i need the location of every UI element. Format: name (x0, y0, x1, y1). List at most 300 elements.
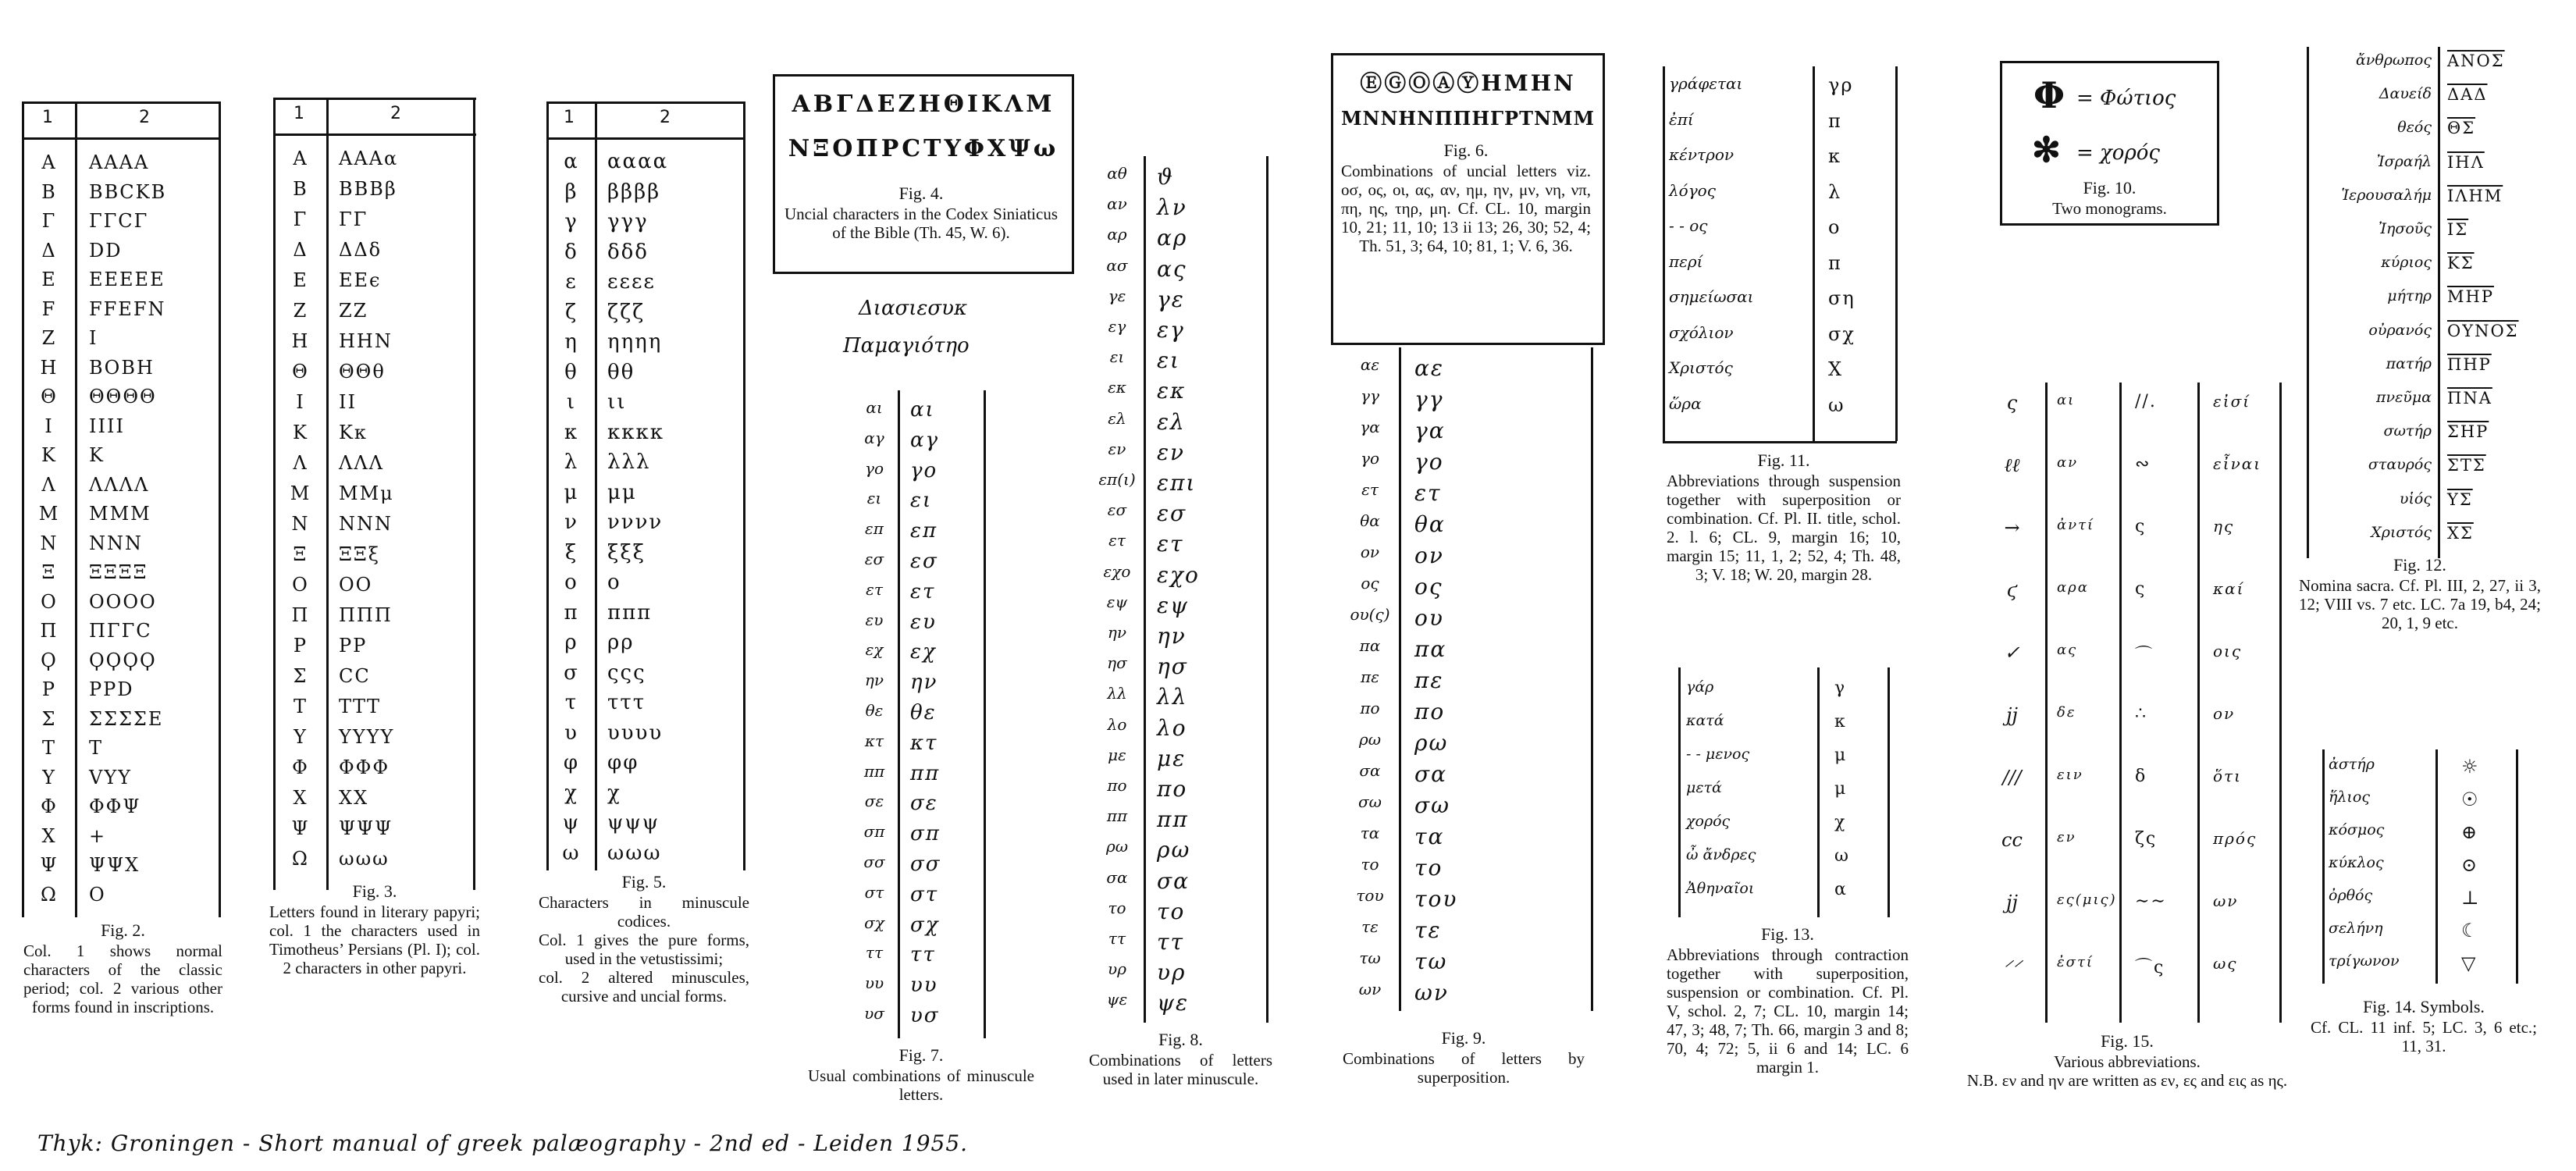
fig5-row-5-col-0: ζ (564, 300, 577, 324)
fig13-row-6-col-0: Ἀθηναῖοι (1686, 880, 1755, 897)
fig9-row-13-col-1: σα (1414, 761, 1448, 787)
fig11-row-4-col-0: - - ος (1669, 216, 1708, 235)
fig15-row-7-col-3: πρός (2213, 829, 2258, 848)
fig2-row-6-col-1: Ι (89, 327, 98, 349)
fig3-row-0-col-1: ΑΑΑα (339, 148, 399, 169)
fig3-row-20-col-0: Φ (292, 756, 308, 778)
fig11-row-0-col-1: γρ (1828, 74, 1854, 96)
fig11-row-8-col-1: Χ (1828, 358, 1844, 380)
fig9-row-18-col-0: τε (1361, 917, 1379, 936)
fig3-row-23-col-0: Ω (292, 848, 308, 870)
fig5-row-14-col-0: ο (564, 571, 577, 594)
fig2-row-19-col-1: ΣΣΣΣΕ (89, 707, 164, 730)
fig15-row-4-col-0: ✓ (2004, 642, 2020, 664)
fig15-row-2-col-2: ς (2135, 517, 2147, 536)
fig13-row-2-col-1: μ (1834, 746, 1848, 765)
fig9-row-16-col-1: το (1414, 855, 1443, 881)
fig7-row-14-col-0: σπ (863, 822, 885, 842)
fig8-label: Fig. 8. (1158, 1030, 1203, 1049)
fig9-row-20-col-1: ων (1414, 980, 1449, 1005)
fig14-row-6-col-1: ▽ (2461, 952, 2478, 974)
fig5-row-0-col-1: αααα (607, 150, 669, 173)
fig7-row-0-col-0: αι (866, 398, 883, 417)
fig2-row-10-col-1: Κ (89, 444, 105, 466)
fig8-row-0-col-1: ϑ (1157, 164, 1175, 190)
fig9-row-10-col-1: πε (1414, 667, 1444, 693)
fig11-row-1-col-1: π (1828, 109, 1842, 132)
fig7-row-10-col-0: θε (865, 701, 884, 720)
fig8-row-22-col-0: ρω (1105, 837, 1129, 856)
fig3-row-6-col-0: Η (291, 330, 308, 352)
fig11-row-6-col-1: ση (1828, 287, 1856, 309)
fig15-row-2-col-1: ἀντί (2057, 517, 2095, 533)
fig5-row-17-col-1: ςςς (607, 660, 646, 685)
fig13-row-1-col-1: κ (1834, 712, 1847, 731)
fig2-row-22-col-0: Φ (41, 795, 56, 817)
fig8-row-18-col-0: λο (1107, 714, 1127, 734)
fig5-label: Fig. 5. (621, 872, 667, 892)
fig5-row-9-col-0: κ (564, 420, 578, 444)
fig13-row-4-col-1: χ (1834, 813, 1847, 832)
fig15-row-9-col-1: ἐστί (2057, 954, 2094, 970)
fig2-row-15-col-1: ΟΟΟΟ (89, 590, 157, 613)
fig9-row-2-col-0: γα (1360, 418, 1380, 436)
fig6-box (1331, 53, 1605, 345)
fig9-row-3-col-1: γο (1414, 449, 1444, 475)
fig15-row-1-col-1: αν (2057, 454, 2079, 471)
fig2-row-9-col-1: ΙΙΙΙ (89, 415, 125, 437)
fig12-panel (2307, 47, 2549, 562)
fig9-row-8-col-0: ου(ς) (1350, 605, 1390, 624)
fig9-row-8-col-1: ου (1414, 605, 1444, 631)
fig3-row-9-col-1: Κκ (339, 422, 368, 443)
fig13-label: Fig. 13. (1761, 924, 1814, 944)
fig11-panel (1663, 66, 1912, 449)
fig2-row-0-col-1: ΑΑΑΑ (89, 151, 150, 173)
fig7-caption-block (808, 1046, 1034, 1104)
fig5-row-6-col-1: ηηηη (607, 330, 663, 354)
fig13-caption-block (1667, 925, 1909, 1077)
fig8-row-11-col-1: εσ (1157, 500, 1187, 527)
fig2-row-8-col-0: Θ (41, 386, 56, 408)
fig9-row-5-col-1: θα (1414, 511, 1446, 537)
fig8-row-14-col-0: εψ (1106, 592, 1128, 611)
fig5-row-10-col-0: λ (564, 450, 578, 474)
fig2-row-1-col-1: ΒΒCΚΒ (89, 180, 167, 203)
fig3-row-12-col-1: ΝΝΝ (339, 513, 393, 535)
fig15-row-8-col-3: ων (2213, 892, 2239, 910)
fig8-row-19-col-0: με (1108, 745, 1126, 764)
fig9-row-6-col-1: ον (1414, 543, 1444, 568)
fig7-row-18-col-0: ττ (865, 943, 884, 963)
fig8-row-2-col-1: αρ (1157, 225, 1188, 251)
fig5-row-8-col-0: ι (566, 390, 575, 414)
fig12-row-6-col-1: $\overline{K\Sigma}$ (2447, 254, 2475, 273)
fig3-row-17-col-1: CC (339, 665, 371, 687)
fig2-row-17-col-1: ϘϘϘϘ (89, 649, 157, 671)
fig15-row-9-col-0: ⸍⸍ (2002, 956, 2022, 978)
fig5-row-16-col-0: ρ (564, 631, 577, 654)
fig3-row-8-col-1: ΙΙ (339, 391, 357, 413)
fig8-row-13-col-0: εχο (1103, 561, 1131, 581)
fig2-row-13-col-1: ΝΝΝ (89, 532, 143, 554)
fig8-row-21-col-0: ππ (1106, 806, 1128, 826)
fig10-symbol2: ✻ (2032, 130, 2061, 170)
fig8-row-19-col-1: με (1157, 745, 1187, 771)
fig5-row-3-col-1: δδδ (607, 240, 649, 264)
fig5-row-6-col-0: η (564, 330, 577, 354)
fig3-row-15-col-1: ΠΠΠ (339, 604, 393, 626)
fig3-row-16-col-1: ΡΡ (339, 635, 368, 657)
fig6-line2: ΜΝΝΗΝΠΠΗΓΡΤΝΜΜ (1340, 107, 1596, 130)
fig8-row-9-col-0: εν (1108, 439, 1126, 458)
fig3-label: Fig. 3. (352, 881, 397, 901)
fig2-row-20-col-0: Τ (41, 737, 55, 759)
fig11-row-3-col-1: λ (1828, 180, 1842, 203)
fig11-row-0-col-0: γράφεται (1669, 74, 1743, 93)
fig2-caption-block (23, 921, 222, 1016)
fig10-text2: = χορός (2076, 141, 2160, 165)
fig15-row-6-col-0: /// (2002, 767, 2022, 788)
fig8-row-1-col-0: αν (1107, 194, 1127, 214)
fig5-row-11-col-0: μ (564, 480, 578, 504)
fig7-row-14-col-1: σπ (910, 822, 941, 846)
fig15-row-3-col-2: ς (2135, 579, 2147, 599)
fig14-row-4-col-0: ὀρθός (2329, 887, 2373, 904)
fig7-row-12-col-1: ππ (910, 761, 941, 785)
fig14-row-1-col-0: ἥλιος (2329, 788, 2370, 806)
fig12-row-7-col-1: $\overline{MHP}$ (2447, 287, 2494, 307)
fig5-row-23-col-1: ωωω (607, 841, 662, 865)
fig8-row-6-col-1: ει (1157, 347, 1181, 374)
fig15-row-6-col-3: ὅτι (2213, 767, 2242, 785)
fig3-row-18-col-0: Τ (293, 696, 306, 717)
fig4-line2: ΝΞΟΠΡϹΤΥΦΧΨω (788, 135, 1059, 162)
fig2-row-11-col-1: ΛΛΛΛ (89, 473, 150, 496)
fig5-row-16-col-1: ρρ (607, 631, 635, 654)
fig3-row-16-col-0: Ρ (293, 635, 307, 657)
fig12-row-8-col-1: ΟΥΝΟΣ (2447, 321, 2519, 340)
fig2-row-5-col-1: FFΕFN (89, 297, 166, 320)
fig9-row-12-col-1: ρω (1414, 730, 1449, 756)
fig2-row-3-col-1: DD (89, 239, 123, 262)
fig9-row-3-col-0: γο (1361, 449, 1379, 468)
fig7-row-13-col-0: σε (864, 792, 884, 811)
fig9-row-6-col-0: ον (1360, 543, 1380, 561)
fig8-row-26-col-1: υρ (1157, 959, 1187, 986)
fig3-row-6-col-1: ΗΗΝ (339, 330, 393, 352)
fig8-row-10-col-0: επ(ι) (1098, 470, 1136, 489)
fig2-row-9-col-0: Ι (44, 415, 52, 437)
fig11-row-3-col-0: λόγος (1669, 180, 1716, 200)
scribble-line1: Διασιεσυκ (859, 297, 968, 320)
fig8-row-4-col-1: γε (1157, 286, 1185, 312)
fig2-row-19-col-0: Σ (41, 707, 55, 730)
fig2-row-5-col-0: F (41, 297, 55, 320)
fig15-row-9-col-3: ως (2213, 954, 2238, 973)
fig11-row-5-col-1: π (1828, 251, 1842, 274)
fig4-label: Fig. 4. (898, 183, 944, 203)
fig5-row-1-col-0: β (564, 180, 577, 204)
fig2-panel (22, 101, 229, 921)
fig10-caption-block (2002, 179, 2217, 218)
fig7-row-6-col-0: ετ (866, 579, 883, 599)
fig3-row-10-col-0: Λ (293, 452, 307, 474)
fig9-row-15-col-1: τα (1414, 824, 1445, 849)
fig12-row-0-col-0: ἄνθρωπος (2355, 52, 2432, 69)
fig9-row-0-col-1: αε (1414, 355, 1444, 381)
fig2-row-12-col-1: ΜΜΜ (89, 503, 151, 525)
fig7-row-11-col-0: κτ (864, 731, 884, 750)
fig5-row-19-col-0: υ (564, 721, 577, 745)
fig8-row-8-col-1: ελ (1157, 408, 1186, 435)
fig9-caption: Combinations of letters by superposition. (1343, 1049, 1585, 1087)
fig7-caption: Usual combinations of minuscule letters. (808, 1066, 1034, 1104)
fig8-row-16-col-0: ησ (1107, 653, 1127, 673)
fig5-row-3-col-0: δ (564, 240, 577, 264)
fig8-row-22-col-1: ρω (1157, 837, 1191, 863)
fig7-row-7-col-0: ευ (865, 610, 884, 629)
fig7-row-16-col-1: στ (910, 882, 939, 906)
fig8-row-0-col-0: αθ (1107, 164, 1127, 183)
fig2-row-8-col-1: ΘΘΘΘ (89, 386, 157, 408)
fig14-label: Fig. 14. Symbols. (2363, 997, 2485, 1016)
fig8-row-27-col-1: ψε (1157, 990, 1189, 1016)
fig12-caption-block (2299, 556, 2541, 632)
fig2-row-24-col-0: Ψ (40, 854, 57, 876)
fig2-row-24-col-1: ΨΨΧ (89, 854, 141, 876)
fig11-row-7-col-0: σχόλιον (1669, 322, 1734, 342)
fig12-row-0-col-1: ΑΝΟΣ (2447, 52, 2505, 70)
fig12-row-1-col-1: $\overline{\Delta A\Delta}$ (2447, 85, 2488, 105)
fig2-row-7-col-1: ΒΟΒΗ (89, 356, 155, 379)
fig7-row-3-col-0: ει (866, 489, 882, 508)
fig7-row-9-col-1: ην (910, 671, 938, 695)
fig2-row-22-col-1: ΦΦΨ (89, 795, 141, 817)
fig12-row-14-col-0: Χριστός (2371, 523, 2432, 541)
fig9-panel (1343, 347, 1600, 1019)
fig7-row-15-col-0: σσ (863, 852, 885, 871)
fig15-row-3-col-1: αρα (2057, 579, 2089, 596)
fig15-row-1-col-3: εἶναι (2213, 454, 2262, 473)
fig7-row-1-col-1: αγ (910, 428, 940, 452)
fig8-row-2-col-0: αρ (1107, 225, 1127, 244)
fig5-caption3: col. 2 altered minuscules, cursive and uncial forms. (539, 968, 749, 1005)
fig7-row-2-col-0: γο (865, 458, 884, 478)
fig15-row-7-col-1: εν (2057, 829, 2076, 845)
fig3-row-18-col-1: ΤΤΤ (339, 696, 382, 717)
fig5-row-22-col-1: ψψψ (607, 811, 660, 835)
fig8-row-14-col-1: εψ (1157, 592, 1189, 618)
fig7-row-10-col-1: θε (910, 701, 937, 724)
fig7-row-11-col-1: κτ (910, 731, 938, 755)
fig5-row-5-col-1: ζζζ (607, 300, 646, 324)
fig2-row-4-col-1: ΕΕΕΕΕ (89, 269, 165, 290)
fig15-row-1-col-2: ∾ (2135, 454, 2151, 474)
fig3-row-23-col-1: ωωω (339, 848, 390, 870)
fig7-row-6-col-1: ετ (910, 579, 936, 603)
fig12-row-14-col-1: $\overline{X\Sigma}$ (2447, 523, 2474, 543)
fig9-row-15-col-0: τα (1360, 824, 1380, 842)
fig3-row-3-col-0: Δ (293, 239, 307, 261)
fig15-row-9-col-2: ⌒ς (2135, 958, 2165, 977)
fig9-row-4-col-1: ετ (1414, 480, 1442, 506)
fig5-row-2-col-1: γγγ (607, 210, 649, 233)
fig9-row-5-col-0: θα (1360, 511, 1380, 530)
fig3-row-2-col-0: Γ (293, 208, 307, 230)
fig9-row-2-col-1: γα (1414, 418, 1446, 443)
fig8-caption-block (1089, 1030, 1272, 1088)
fig6-line1: ⒺⒼⓄⒶⓎΗΜΗΝ (1360, 70, 1576, 96)
fig15-label: Fig. 15. (2101, 1031, 2154, 1051)
fig8-row-9-col-1: εν (1157, 439, 1186, 465)
fig8-row-24-col-1: το (1157, 898, 1186, 924)
fig3-row-10-col-1: ΛΛΛ (339, 452, 384, 474)
fig2-row-11-col-0: Λ (41, 473, 55, 496)
fig13-caption: Abbreviations through contraction together with superposition, suspension or combination. Cf. Pl. V, schol. 2, 7; CL. 10, margin 14; 47, 3; 48, 7; Th. 66, margin 3 and 8; 70, 4; 72; 5, ii 6 and 14; LC. 6 margin 1. (1667, 945, 1909, 1077)
fig7-row-0-col-1: αι (910, 398, 935, 422)
fig9-row-0-col-0: αε (1360, 355, 1380, 374)
fig7-label: Fig. 7. (898, 1045, 944, 1065)
fig14-row-2-col-0: κόσμος (2329, 821, 2385, 838)
fig8-row-23-col-0: σα (1106, 867, 1128, 887)
fig3-row-13-col-1: ΞΞξ (339, 543, 380, 565)
fig11-row-8-col-0: Χριστός (1669, 358, 1733, 377)
fig3-row-3-col-1: ΔΔδ (339, 239, 382, 261)
fig9-row-1-col-1: γγ (1414, 386, 1444, 412)
fig15-row-3-col-3: καί (2213, 579, 2245, 598)
fig3-row-22-col-1: ΨΨΨ (339, 817, 393, 839)
fig12-row-5-col-0: Ἰησοῦς (2379, 220, 2432, 237)
fig5-row-18-col-1: τττ (607, 691, 646, 714)
fig9-row-10-col-0: πε (1361, 667, 1379, 686)
fig12-row-4-col-1: ΙΛΗΜ (2447, 186, 2503, 205)
fig2-row-18-col-0: Ρ (41, 678, 55, 700)
fig2-row-21-col-1: VΥΥ (89, 766, 133, 788)
fig8-row-23-col-1: σα (1157, 867, 1190, 894)
fig3-row-19-col-0: Υ (294, 726, 306, 748)
fig5-row-18-col-0: τ (564, 691, 577, 714)
fig2-row-3-col-0: Δ (41, 239, 55, 262)
fig5-row-8-col-1: ιι (607, 390, 627, 414)
fig9-row-19-col-1: τω (1414, 949, 1448, 974)
fig3-row-11-col-0: Μ (290, 482, 310, 504)
fig12-row-6-col-0: κύριος (2381, 254, 2432, 272)
fig5-row-12-col-1: νννν (607, 511, 664, 534)
fig15-caption2: N.B. εν and ην are written as εν, ες and εις as ης. (1966, 1071, 2288, 1090)
fig15-row-1-col-0: ℓℓ (2004, 454, 2020, 476)
fig8-row-24-col-0: το (1108, 898, 1126, 917)
fig12-row-7-col-0: μήτηρ (2387, 287, 2432, 305)
fig13-row-5-col-0: ὦ ἄνδρες (1686, 846, 1756, 863)
fig15-row-0-col-3: εἰσί (2213, 392, 2251, 411)
fig7-row-4-col-1: επ (910, 519, 938, 543)
fig12-row-3-col-1: $\overline{IH\Lambda}$ (2447, 152, 2485, 172)
fig5-row-21-col-0: χ (564, 781, 577, 805)
fig14-row-5-col-1: ☾ (2461, 920, 2480, 941)
fig12-row-1-col-0: Δαυείδ (2379, 85, 2432, 103)
fig14-row-6-col-0: τρίγωνον (2329, 952, 2400, 970)
fig5-row-4-col-1: εεεε (607, 270, 656, 294)
fig5-caption-block (539, 873, 749, 1005)
fig3-row-0-col-0: Α (293, 148, 307, 169)
fig7-row-8-col-0: εχ (865, 640, 884, 660)
fig2-row-2-col-1: ΓΓCΓ (89, 210, 149, 232)
fig9-row-9-col-1: πα (1414, 636, 1447, 662)
fig7-row-5-col-0: εσ (864, 550, 884, 568)
fig7-row-18-col-1: ττ (910, 943, 936, 967)
fig2-row-14-col-1: ΞΞΞΞ (89, 561, 148, 583)
fig12-row-10-col-0: πνεῦμα (2376, 389, 2432, 406)
fig7-row-17-col-0: σχ (864, 913, 884, 932)
fig8-row-27-col-0: ψε (1106, 990, 1128, 1009)
fig13-row-6-col-1: α (1834, 880, 1848, 899)
fig15-row-2-col-3: ης (2213, 517, 2235, 536)
fig3-row-5-col-1: ΖΖ (339, 300, 368, 322)
fig11-label: Fig. 11. (1757, 450, 1810, 470)
fig5-row-9-col-1: κκκκ (607, 420, 664, 444)
fig8-row-12-col-1: ετ (1157, 531, 1184, 557)
fig4-caption-block (785, 184, 1058, 242)
fig2-label: Fig. 2. (101, 920, 145, 940)
fig12-row-12-col-1: $\overline{\Sigma T\Sigma}$ (2447, 456, 2486, 475)
fig2-row-13-col-0: Ν (40, 532, 57, 554)
fig12-row-12-col-0: σταυρός (2368, 456, 2432, 474)
fig11-row-9-col-0: ὥρα (1669, 393, 1702, 413)
fig13-row-3-col-1: μ (1834, 779, 1848, 799)
fig14-panel (2322, 749, 2525, 991)
fig3-row-14-col-1: ΟΟ (339, 574, 373, 596)
fig7-row-16-col-0: στ (864, 882, 884, 902)
fig2-row-21-col-0: Υ (42, 766, 55, 788)
fig10-text1: = Φώτιος (2076, 87, 2176, 110)
fig15-row-4-col-2: ⌒ (2135, 646, 2154, 665)
fig8-row-25-col-0: ττ (1108, 929, 1126, 948)
fig5-row-4-col-0: ε (565, 270, 576, 294)
fig13-row-3-col-0: μετά (1686, 779, 1722, 796)
fig9-row-7-col-0: ος (1361, 574, 1379, 593)
fig12-row-13-col-1: $\overline{\Upsilon\Sigma}$ (2447, 489, 2473, 509)
fig6-caption: Combinations of uncial letters viz. οσ, ος, οι, ας, αν, ημ, ην, μν, νη, νπ, πη, ης, τηρ, μη. Cf. CL. 10, margin 10, 21; 11, 10; 13 ii 13; 26, 30; 52, 4; Th. 51, 3; 64, 10; 81, 1; V. 6, 36. (1341, 162, 1591, 255)
fig3-row-17-col-0: Σ (293, 665, 307, 687)
fig5-row-10-col-1: λλλ (607, 450, 651, 474)
fig15-row-2-col-0: → (2004, 517, 2020, 539)
fig2-row-14-col-0: Ξ (41, 561, 55, 583)
fig12-row-11-col-0: σωτήρ (2383, 422, 2432, 440)
fig2-row-4-col-0: Ε (41, 269, 55, 290)
fig15-row-3-col-0: ϛ (2006, 579, 2018, 601)
fig9-row-16-col-0: το (1361, 855, 1379, 874)
fig12-row-4-col-0: Ἱερουσαλήμ (2341, 186, 2432, 204)
fig3-row-21-col-1: ΧΧ (339, 787, 369, 809)
fig4-line1: ΑΒΓΔΕΖΗΘΙΚΛΜ (792, 91, 1055, 118)
fig15-row-6-col-2: δ (2135, 767, 2147, 786)
fig3-row-21-col-0: Χ (293, 787, 307, 809)
fig2-row-16-col-0: Π (40, 620, 57, 642)
fig3-row-19-col-1: ΥΥΥΥ (339, 726, 395, 748)
fig11-row-4-col-1: ο (1828, 216, 1841, 238)
fig3-row-9-col-0: Κ (293, 422, 307, 443)
fig8-row-17-col-0: λλ (1107, 684, 1127, 703)
fig7-row-1-col-0: αγ (864, 428, 884, 447)
fig5-panel (546, 101, 749, 874)
fig9-row-12-col-0: ρω (1358, 730, 1382, 749)
fig9-row-9-col-0: πα (1359, 636, 1381, 655)
fig2-row-16-col-1: ΠΓΓC (89, 620, 152, 642)
fig4-caption: Uncial characters in the Codex Siniaticus of the Bible (Th. 45, W. 6). (785, 205, 1058, 242)
fig2-header-2: 2 (139, 108, 150, 127)
fig11-row-6-col-0: σημείωσαι (1669, 287, 1754, 306)
